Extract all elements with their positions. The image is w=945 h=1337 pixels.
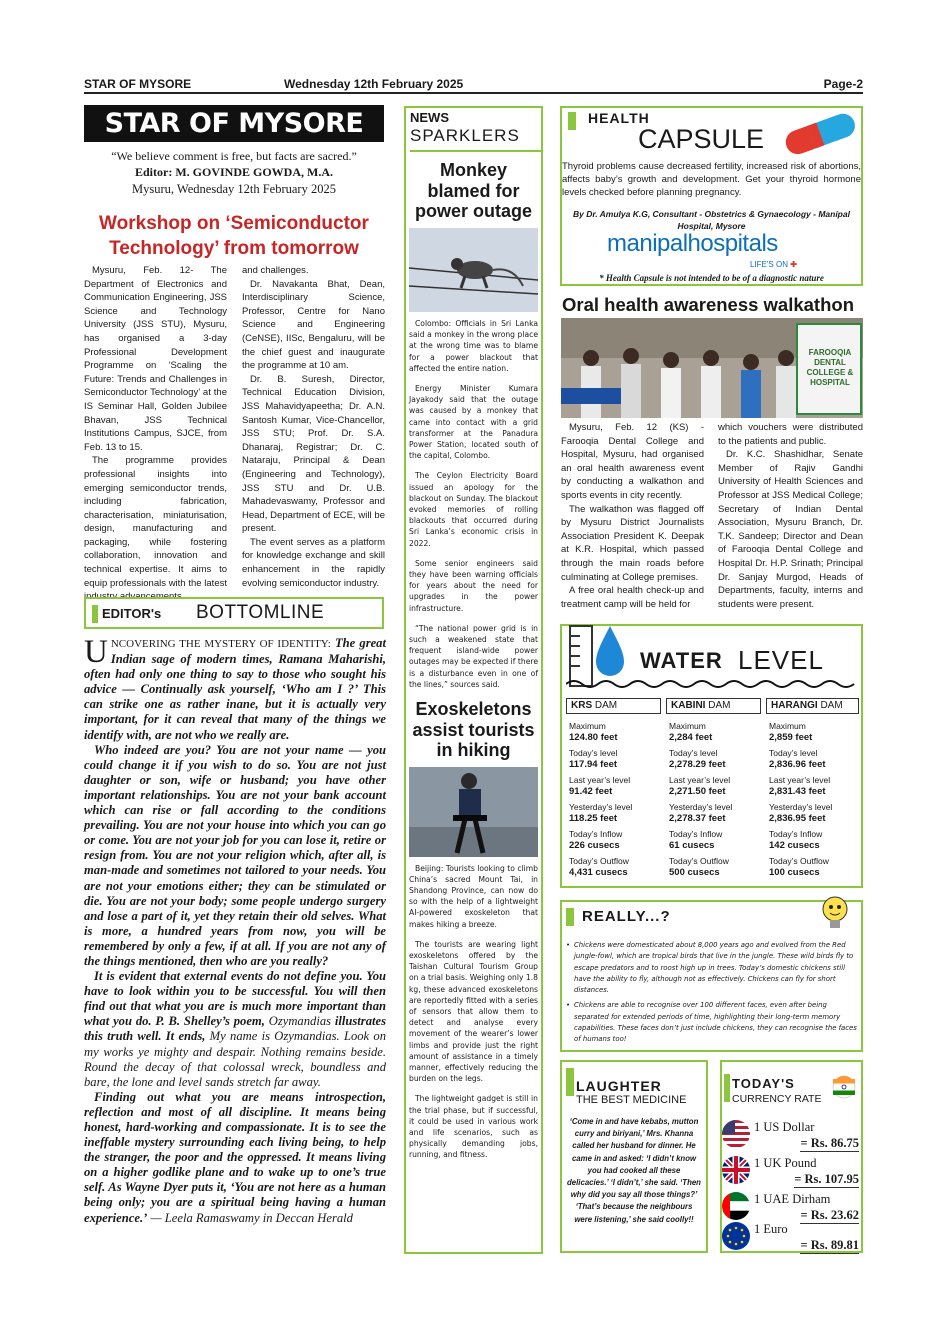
page-number: Page-2 [823, 77, 863, 91]
accent-bar-icon [566, 1068, 574, 1096]
laughter-label-a: LAUGHTER [576, 1078, 662, 1094]
news-sparklers [406, 110, 541, 1170]
health-byline: By Dr. Amulya K.G, Consultant - Obstetrics & Gynaecology - Manipal Hospital, Mysore [573, 209, 850, 231]
news-label-a: NEWS [410, 110, 449, 125]
paragraph: A free oral health check-up and treatment camp will be held for [561, 585, 704, 610]
currency-label-a: TODAY'S [732, 1076, 795, 1091]
stat-value: 2,859 feet [769, 732, 813, 743]
lead-column-2 [242, 264, 385, 590]
poem-quote: My name is Ozymandias. Look on my works ye mighty and despair. Nothing remains beside. Round the decay of that colossal wreck, boundless and bare, the lone and level sands stretch far away. [84, 1029, 386, 1089]
editorial-signature: — Leela Ramaswamy in Deccan Herald [147, 1210, 353, 1225]
dam-code: KABINI [671, 700, 706, 711]
dam-word: DAM [708, 700, 731, 711]
masthead-quote: “We believe comment is free, but facts are sacred.” [111, 149, 357, 163]
dam-stats [566, 720, 661, 879]
currency-value: = Rs. 86.75 [800, 1136, 859, 1150]
paragraph: The programme provides professional insights into emerging semiconductor trends, including fabrication, characterisation, miniaturisation, design, manufacturing and packaging, while fostering collaboration, innovation and technical expertise. It aims to equip professionals with the latest [84, 455, 227, 589]
oral-column-1 [561, 421, 704, 611]
accent-bar-icon [724, 1074, 730, 1102]
paragraph: The lightweight gadget is still in the trial phase, but if successful, it could be used in various work and life scenarios, such as physically demanding jobs, running, and fitness. [409, 1094, 538, 1160]
editorial-label-b: BOTTOMLINE [196, 602, 325, 623]
stat-value: 91.42 feet [569, 786, 613, 797]
laughter-joke: ‘Come in and have kebabs, mutton curry and biriyani,’ Mrs. Khanna called her husband for dinner. He came in and asked: ‘I didn’t know you had cooked all these delicacies.’ ‘I didn’t,’ she said. ‘Then why did you say all those things?’ ‘That’s because the neighbours were listening,’ she said coolly!! [567, 1117, 701, 1224]
rate-eur [720, 1222, 863, 1258]
paragraph: Mysuru, Feb. 12 (KS) - Farooqia Dental College and Hospital, Mysuru, had organised an oral health awareness event by conducting a walkathon and sports events in city recently. [561, 422, 704, 501]
stat-label: Today’s Outflow [669, 856, 729, 866]
health-disclaimer: * Health Capsule is not intended to be of a diagnostic nature [599, 273, 824, 283]
dam-word: DAM [594, 700, 618, 711]
uae-flag-icon [722, 1192, 750, 1220]
laughter-label-b: THE BEST MEDICINE [576, 1094, 687, 1106]
lightbulb-icon [812, 892, 858, 934]
currency-list [720, 1120, 863, 1252]
dam-header [766, 698, 859, 714]
paragraph: “The national power grid is in such a weakened state that frequent island-wide power outages may be expected if there is a disturbance even in one of the lines,” sources said. [409, 623, 538, 689]
dam-header [666, 698, 761, 714]
bullet-icon: • [566, 941, 571, 949]
stat-value: 2,836.95 feet [769, 813, 826, 824]
fact-item [566, 1000, 859, 1045]
stat-label: Yesterday’s level [769, 802, 833, 812]
stat-value: 142 cusecs [769, 840, 820, 851]
paragraph: Finding out what you are means introspection, reflection and most of all discipline. It means being honest, hard-working and compassionate. It is to see the ineffable mystery surrounding each living being, to help the stranger, the poor and the oppressed. It means living on a higher godlike plane and to wake up to one’s true self. As Wayne Dyer puts it, ‘You are not here as a human being only; you are a spiritual being having a human experience.’ [84, 1089, 386, 1225]
editorial-header [84, 597, 384, 629]
editorial-body [84, 636, 386, 1226]
stat-label: Last year’s level [669, 775, 731, 785]
oral-column-2 [718, 421, 863, 611]
accent-bar-icon [566, 908, 574, 926]
news-story-2 [409, 863, 538, 1161]
india-flag-icon [832, 1075, 856, 1099]
stat-value: 2,836.96 feet [769, 759, 826, 770]
banner-line: HOSPITAL [810, 378, 850, 387]
stat-value: 61 cusecs [669, 840, 715, 851]
stat-value: 117.94 feet [569, 759, 618, 770]
walkathon-photo [561, 318, 863, 418]
fact-item [566, 940, 859, 996]
stat-label: Today’s level [569, 748, 618, 758]
paragraph: which vouchers were distributed to the patients and public. [718, 422, 863, 447]
paragraph: Energy Minister Kumara Jayakody said that the outage was caused by a monkey that came into contact with a grid transformer at the Panadura Power Station, located south of the capital, Colombo. [409, 384, 538, 461]
stat-value: 100 cusecs [769, 867, 820, 878]
paragraph: Dr. B. Suresh, Director, Technical Education Division, JSS Mahavidyapeetha; Dr. A.N. Santosh Kumar, Vice-Chancellor, JSS STU; Prof. Dr. S.A. Dhanaraj, Registrar; Dr. C. Nataraju, Principal & Dean (Engineering and Technology), JSS STU and Dr. U.B. Mahadevaswamy, Professor and Head, Department of ECE, will be present. [242, 373, 385, 535]
wave-icon [566, 678, 856, 694]
currency-name: 1 Euro [754, 1222, 788, 1236]
dam-stats [666, 720, 761, 879]
health-label-b: CAPSULE [638, 124, 765, 154]
dam-code: KRS [571, 700, 593, 711]
lead-column-1 [84, 264, 227, 604]
stat-label: Today’s Outflow [769, 856, 829, 866]
masthead-logo: STAR OF MYSORE [84, 105, 384, 142]
accent-bar-icon [92, 605, 98, 623]
paragraph: The Ceylon Electricity Board issued an apology for the blackout on Sunday. The blackout evoked memories of rolling blackouts that occurred during Sri Lanka’s economic crisis in 2022. [409, 471, 538, 548]
paragraph: Some senior engineers said they have been warning officials for years about the need for upgrades in the power infrastructure. [409, 558, 538, 613]
really-label: REALLY...? [582, 908, 671, 925]
currency-name: 1 UK Pound [754, 1156, 817, 1170]
dam-kabini [666, 698, 761, 879]
stat-value: 2,831.43 feet [769, 786, 826, 797]
dam-word: DAM [820, 700, 843, 711]
stat-value: 226 cusecs [569, 840, 620, 851]
paragraph: Who indeed are you? You are not your name — you could change it if you wish to do so. You are not just daughter or son, wife or husband; you have other important relationships. You are not your bank account which can rise or fall according to the conditions prevailing. You are not your house into which you can go or come. You are not your job for you can lose it, retire or resign from. You are not your religion which, after all, is man-made and sometimes not tailored to your needs. You are not your emotions either; they can be stimulated or die. You are not your body; some people undergo surgery and lose a part of it, yet they retain their old selves. What is more, a hundred years from now, you will be remembered by only a few, if at all. If you are not any of the things mentioned, then who are you really? [84, 742, 386, 968]
drop-cap: U [84, 634, 108, 670]
manipal-logo [607, 230, 778, 258]
exoskeleton-icon [409, 767, 538, 857]
dam-header [566, 698, 661, 714]
masthead-editor: Editor: M. GOVINDE GOWDA, M.A. [135, 165, 333, 179]
dam-krs [566, 698, 661, 879]
dental-banner [801, 348, 859, 388]
eu-flag-icon [722, 1222, 750, 1250]
stat-value: 124.80 feet [569, 732, 618, 743]
paragraph: The walkathon was flagged off by Mysuru District Journalists Association President K. Deepak at K.R. Hospital, which passed through the main roads before culminating at College premises. [561, 503, 704, 583]
stat-label: Today’s Inflow [669, 829, 723, 839]
fact-text: Chickens are able to recognise over 100 different faces, even after being separated for extended periods of time, highlighting their long-term memory capabilities. These faces don’t just include chickens, they can recognise the faces of humans too! [574, 1001, 857, 1044]
capsule-pill-icon [778, 110, 862, 156]
news-story-1 [409, 318, 538, 690]
paragraph: The tourists are wearing light exoskeletons offered by the Taishan Cultural Tourism Group on a trial basis. Weighing only 1.8 kg, these advanced exoskeletons are reportedly fitted with a series of sensors that allow them to detect and analyse every movement of the wearer’s lower limbs and provide just the right amount of assistance in a timely manner, effectively reducing the burden on the legs. [409, 939, 538, 1084]
stat-value: 500 cusecs [669, 867, 720, 878]
rate-usd [720, 1120, 863, 1156]
bullet-icon: • [566, 1001, 571, 1010]
fact-text: Chickens were domesticated about 8,000 years ago and evolved from the Red jungle-fowl, which are tropical birds that live in the jungle. These wild birds fly to escape predators and to roost high up in trees. Today’s domestic chickens still have the ability to fly, although not as effectively. Chickens can fly for short distances. [574, 941, 854, 995]
paragraph: The event serves as a platform for knowledge exchange and skill enhancement in the rapidly evolving semiconductor industry. [242, 536, 385, 589]
paragraph: Dr. Navakanta Bhat, Dean, Interdisciplinary Science, Professor, Centre for Nano Science and Engineering (CeNSE), IISc, Bengaluru, will be the chief guest and inaugurate the programme at 10 am. [242, 278, 385, 372]
health-text: Thyroid problems cause decreased fertility, increased risk of abortions, affects baby’s growth and development. Get your thyroid hormone levels checked before planning pregnancy. [562, 161, 861, 198]
plus-icon: ✚ [790, 260, 797, 269]
currency-value: = Rs. 89.81 [800, 1238, 859, 1252]
stat-value: 2,284 feet [669, 732, 713, 743]
dam-code: HARANGI [771, 700, 818, 711]
brand-manipal: manipal [607, 230, 688, 257]
stat-label: Today’s level [669, 748, 718, 758]
news-headline-2: Exoskeletons assist tourists in hiking [412, 699, 535, 761]
stat-label: Yesterday’s level [569, 802, 633, 812]
currency-label-b: CURRENCY RATE [732, 1093, 822, 1105]
monkey-icon [409, 228, 538, 312]
paragraph: Dr. K.C. Shashidhar, Senate Member of Rajiv Gandhi University of Health Sciences and Professor at JSS Medical College; Secretary of Indian Dental Association, Mysuru Branch, Dr. T.K. Sandeep; Director and Dean of Farooqia Dental College and Hospital Dr. H.P. Srinath; Principal Dr. Sanjay Murgod, Heads of Departments, faculty, interns and students were present. [718, 449, 863, 610]
stat-label: Yesterday’s level [669, 802, 733, 812]
lead-headline: Workshop on ‘Semiconductor Technology’ from tomorrow [99, 213, 369, 259]
editorial-lead-caps: NCOVERING THE MYSTERY OF IDENTITY: [110, 638, 331, 650]
stat-value: 4,431 cusecs [569, 867, 628, 878]
accent-bar-icon [568, 112, 576, 130]
paragraph: Colombo: Officials in Sri Lanka said a monkey in the wrong place at the wrong time was to blame for a power blackout that affected the entire nation. [409, 319, 538, 373]
brand-hospitals: hospitals [687, 230, 778, 257]
stat-label: Maximum [669, 721, 706, 731]
paragraph: Mysuru, Feb. 12- The Department of Electronics and Communication Engineering, JSS Science and Technology University (JSS STU), Mysuru, has organised a 3-day Professional Development Programme on ‘Scaling the Future: Trends and Challenges in Semiconductor Technology’ at the IS Seminar Hall, Golden Jubilee Bhavan, JSS Technical Institutions Campus, SJCE, from Feb. 13 to 15. [84, 265, 227, 453]
paragraph: It is evident that external events do not define you. You have to look within you to be successful. You will then find out that what you are is much more important than what you do. P. B. Shelley’s poem, [84, 969, 386, 1029]
stat-label: Today’s Inflow [569, 829, 623, 839]
stat-value: 118.25 feet [569, 813, 618, 824]
stat-label: Last year’s level [569, 775, 631, 785]
stat-label: Last year’s level [769, 775, 831, 785]
water-label-a: WATER [640, 648, 723, 673]
paper-name: STAR OF MYSORE [84, 77, 192, 91]
exoskeleton-photo [409, 767, 538, 857]
stat-label: Today’s level [769, 748, 818, 758]
water-label-b: LEVEL [738, 645, 824, 675]
banner-line: DENTAL [814, 358, 846, 367]
currency-value: = Rs. 107.95 [794, 1172, 859, 1186]
banner-line: FAROOQIA [808, 348, 852, 357]
stat-label: Today’s Inflow [769, 829, 823, 839]
paragraph: illustrates this truth well. It ends, [84, 1014, 386, 1044]
dam-harangi [766, 698, 859, 879]
stat-value: 2,278.29 feet [669, 759, 726, 770]
paragraph: The great Indian sage of modern times, Ramana Maharishi, often had only one thing to say to those who sought his advice — Continually ask yourself, ‘Who am I ?’ This can strike one as rather inane, but it is actually very important, for it can reveal that many of the things we identify with, are not who we really are. [84, 636, 386, 742]
currency-name: 1 UAE Dirham [754, 1192, 831, 1206]
poem-title: Ozymandias [268, 1014, 332, 1029]
uk-flag-icon [722, 1156, 750, 1184]
banner-line: COLLEGE & [806, 368, 854, 377]
oral-headline: Oral health awareness walkathon [562, 294, 854, 315]
dam-stats [766, 720, 859, 879]
news-label-b: SPARKLERS [410, 126, 541, 152]
news-headline-1: Monkey blamed for power outage [414, 160, 532, 221]
currency-name: 1 US Dollar [754, 1120, 815, 1134]
paragraph: and challenges. [242, 265, 309, 276]
brand-tagline [750, 260, 797, 269]
health-label-a: HEALTH [588, 110, 650, 126]
us-flag-icon [722, 1120, 750, 1148]
stat-label: Maximum [769, 721, 806, 731]
really-facts [566, 940, 859, 1046]
currency-value: = Rs. 23.62 [800, 1208, 859, 1222]
stat-value: 2,278.37 feet [669, 813, 726, 824]
page-header [84, 76, 863, 94]
editorial-label-a: EDITOR's [102, 606, 162, 621]
paragraph: Beijing: Tourists looking to climb China’s sacred Mount Tai, in Shandong Province, can now do so with the help of a lightweight AI-powered exoskeleton that makes hiking a breeze. [409, 863, 538, 929]
brand-tag: LIFE'S ON [750, 260, 788, 269]
monkey-photo [409, 228, 538, 312]
stat-label: Today’s Outflow [569, 856, 629, 866]
stat-value: 2,271.50 feet [669, 786, 726, 797]
masthead-dateline: Mysuru, Wednesday 12th February 2025 [132, 182, 336, 196]
rate-gbp [720, 1156, 863, 1192]
issue-date: Wednesday 12th February 2025 [284, 77, 464, 91]
stat-label: Maximum [569, 721, 606, 731]
